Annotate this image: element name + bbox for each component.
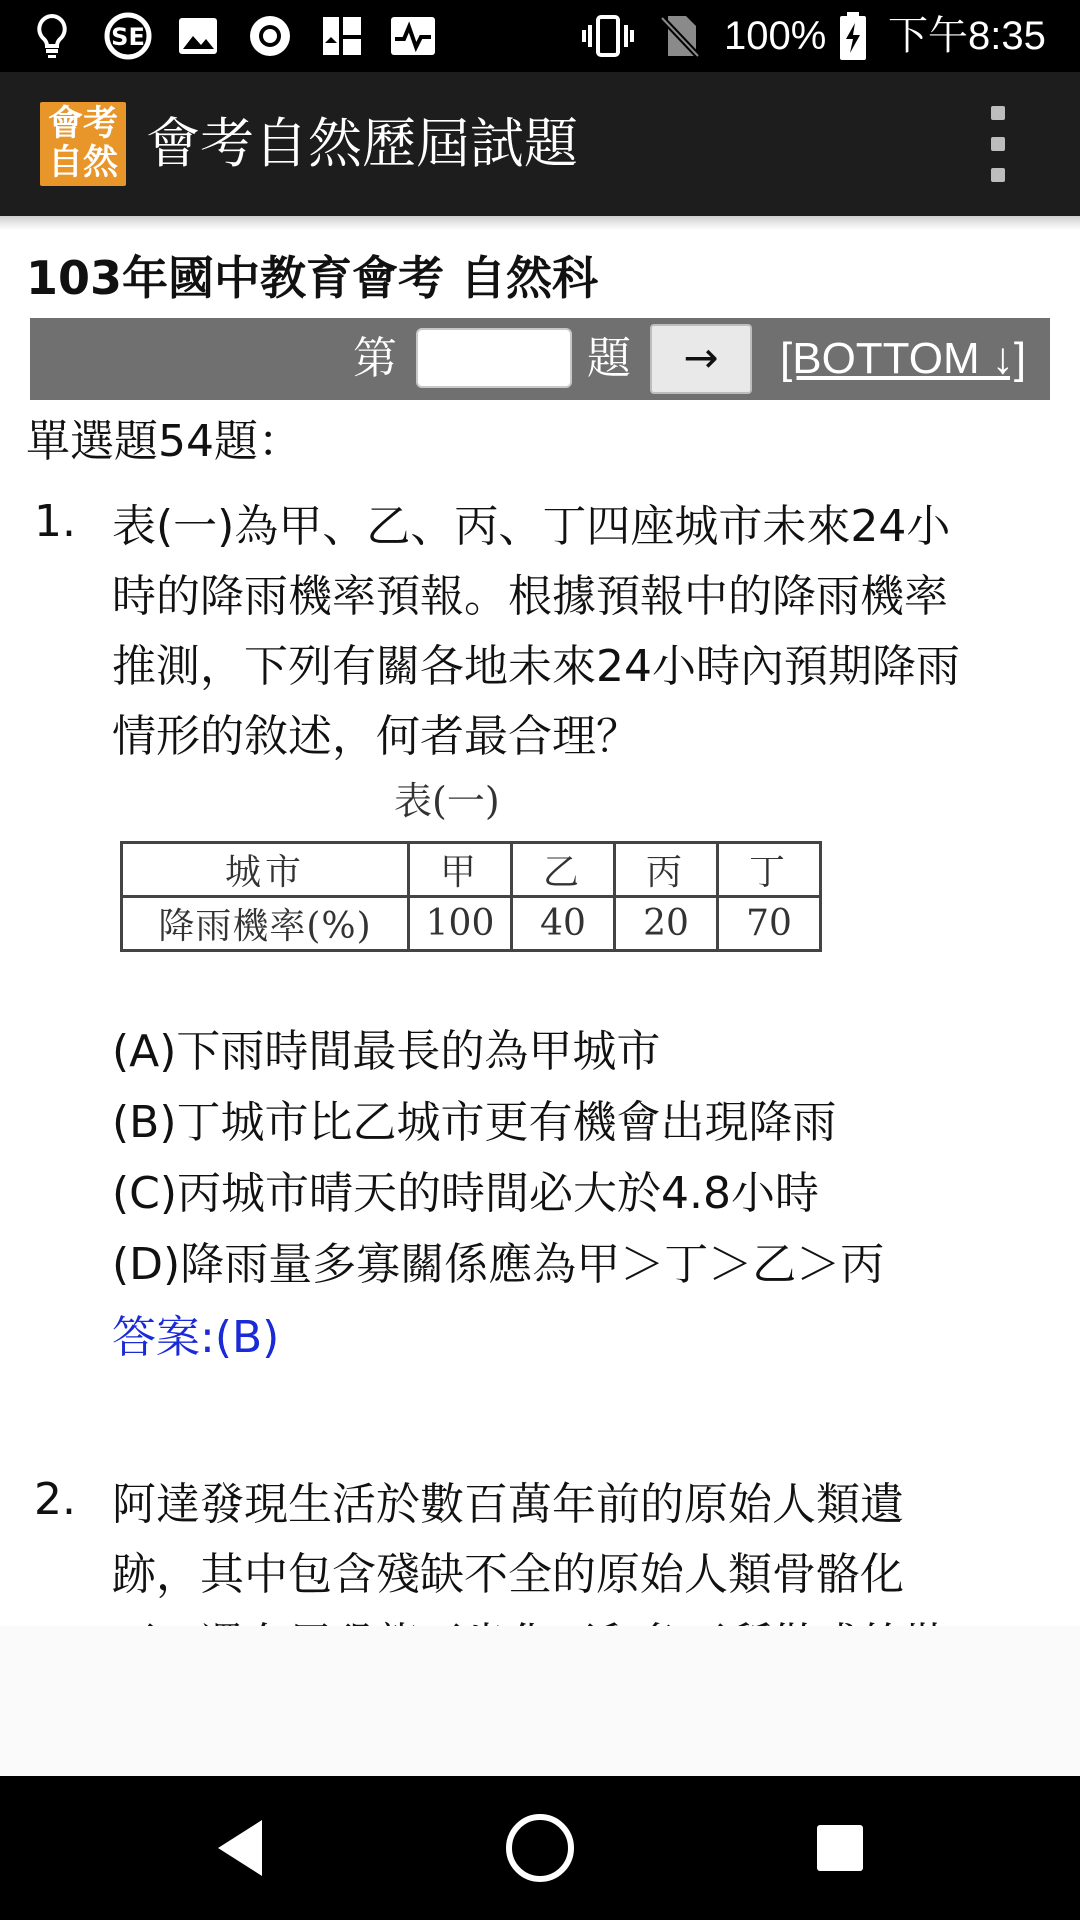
app-bar <box>0 72 1080 216</box>
table-cell: 甲 <box>409 843 512 897</box>
table-caption: 表(一) <box>394 779 500 823</box>
photo-collage-icon <box>318 12 366 60</box>
overflow-menu-icon[interactable] <box>978 106 1018 182</box>
option-c: (C)丙城市晴天的時間必大於4.8小時 <box>112 1168 820 1219</box>
app-logo-line2: 自然 <box>47 143 118 183</box>
vibrate-icon <box>580 12 636 60</box>
question-stem-line: 阿達發現生活於數百萬年前的原始人類遺 <box>112 1479 904 1530</box>
battery-percent: 100% <box>724 14 827 58</box>
answer-text: 答案:(B) <box>112 1312 280 1363</box>
table-cell: 100 <box>409 897 512 951</box>
option-b: (B)丁城市比乙城市更有機會出現降雨 <box>112 1097 837 1148</box>
question-number-input[interactable] <box>416 328 572 388</box>
table-cell: 降雨機率(%) <box>122 897 409 951</box>
jump-suffix-label: 題 <box>587 333 631 384</box>
table-cell: 40 <box>512 897 615 951</box>
app-bar-shadow <box>0 216 1080 230</box>
recents-button[interactable] <box>768 1776 912 1920</box>
recents-square-icon <box>814 1822 866 1874</box>
table-cell: 丙 <box>615 843 718 897</box>
page-content[interactable] <box>0 230 1080 1626</box>
table-row <box>122 897 821 951</box>
question-stem-line: 跡，其中包含殘缺不全的原始人類骨骼化 <box>112 1549 904 1600</box>
option-d: (D)降雨量多寡關係應為甲＞丁＞乙＞丙 <box>112 1239 885 1290</box>
question-number: 2. <box>34 1474 76 1525</box>
status-bar <box>0 0 1080 72</box>
record-icon <box>246 12 294 60</box>
go-button[interactable]: → <box>650 324 752 394</box>
question-stem-line: 推測，下列有關各地未來24小時內預期降雨 <box>112 641 960 692</box>
pulse-icon <box>388 12 438 60</box>
question-stem-line: 情形的敘述，何者最合理？ <box>112 711 640 762</box>
svg-text:SE: SE <box>111 23 145 51</box>
battery-charging-icon <box>836 12 870 60</box>
rain-probability-table <box>120 841 822 952</box>
table-row <box>122 843 821 897</box>
table-cell: 乙 <box>512 843 615 897</box>
bottom-link[interactable]: [BOTTOM ↓] <box>780 334 1027 383</box>
table-cell: 丁 <box>718 843 821 897</box>
app-logo <box>40 102 126 186</box>
question-jump-bar <box>30 318 1050 400</box>
jump-prefix-label: 第 <box>353 333 397 384</box>
back-triangle-icon <box>210 1816 270 1880</box>
clock: 下午8:35 <box>888 14 1046 58</box>
se-icon <box>100 12 156 60</box>
option-a: (A)下雨時間最長的為甲城市 <box>112 1026 661 1077</box>
navigation-bar <box>0 1776 1080 1920</box>
table-cell: 城市 <box>122 843 409 897</box>
lightbulb-icon <box>30 12 74 60</box>
app-logo-line1: 會考 <box>47 104 118 144</box>
exam-title: 103年國中教育會考 自然科 <box>26 251 599 305</box>
content-blank-area <box>0 1626 1080 1776</box>
table-cell: 20 <box>615 897 718 951</box>
home-circle-icon <box>504 1812 576 1884</box>
app-title: 會考自然歷屆試題 <box>146 112 578 175</box>
no-sim-icon <box>656 12 704 60</box>
home-button[interactable] <box>468 1776 612 1920</box>
question-stem <box>112 492 1052 772</box>
question-stem-line: 表(一)為甲、乙、丙、丁四座城市未來24小 <box>112 501 951 552</box>
question-stem-line: 時的降雨機率預報。根據預報中的降雨機率 <box>112 571 948 622</box>
question-number: 1. <box>34 496 76 547</box>
table-cell: 70 <box>718 897 821 951</box>
image-icon <box>176 12 220 60</box>
back-button[interactable] <box>168 1776 312 1920</box>
section-label: 單選題54題： <box>26 416 302 467</box>
